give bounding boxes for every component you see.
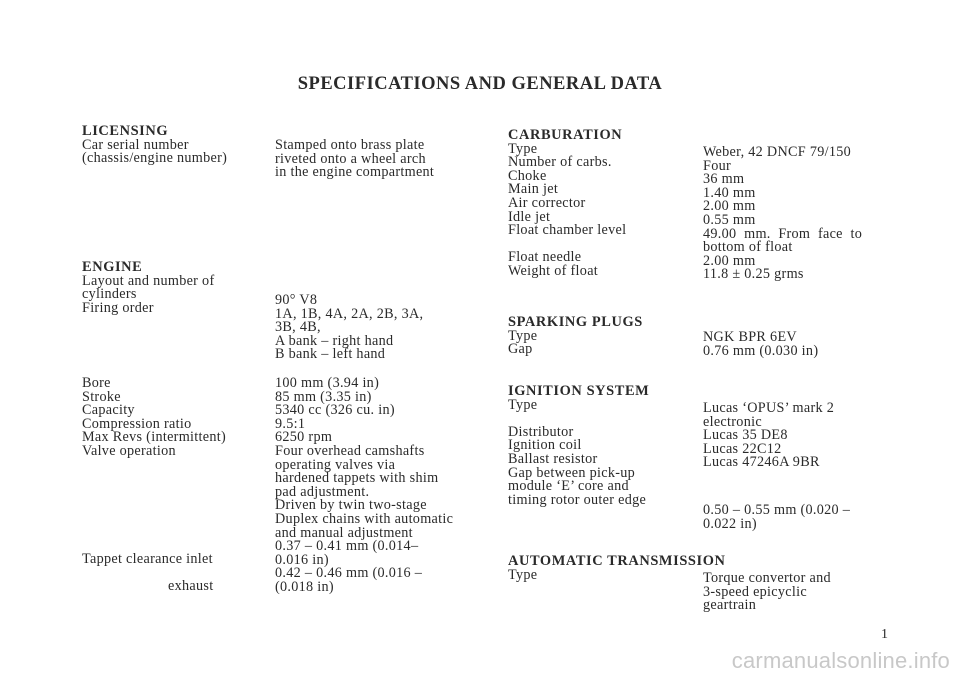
ballast-resistor-label: Ballast resistor xyxy=(508,450,598,467)
licensing-values xyxy=(275,139,475,180)
choke-value: 36 mm xyxy=(703,171,745,188)
float-weight-label: Weight of float xyxy=(508,262,599,279)
distributor-label: Distributor xyxy=(508,423,574,440)
ignition-type-label: Type xyxy=(508,396,538,413)
bore-label: Bore xyxy=(82,375,111,391)
carb-type-value: Weber, 42 DNCF 79/150 xyxy=(703,144,852,160)
serial-label-line-2: (chassis/engine number) xyxy=(82,150,228,167)
float-needle-label: Float needle xyxy=(508,249,582,266)
distributor-value: Lucas 35 DE8 xyxy=(703,427,788,444)
float-level-value-line-2: bottom of float xyxy=(703,239,793,256)
plug-type-label: Type xyxy=(508,327,538,344)
ballast-resistor-value: Lucas 47246A 9BR xyxy=(703,454,820,471)
valve-value-line-2: operating valves via xyxy=(275,456,396,473)
transmission-value-line-1: Torque convertor and xyxy=(703,570,831,586)
transmission-heading: AUTOMATIC TRANSMISSION xyxy=(508,553,726,569)
licensing-heading: LICENSING xyxy=(82,123,169,139)
valve-value-line-4: pad adjustment. xyxy=(275,483,370,500)
tappet-exhaust-value-line-2: (0.018 in) xyxy=(275,578,334,595)
carbs-count-label: Number of carbs. xyxy=(508,154,612,171)
transmission-value-line-2: 3-speed epicyclic xyxy=(703,583,807,600)
layout-value: 90° V8 xyxy=(275,292,318,308)
float-level-value-line-1: 49.00 mm. From face to xyxy=(703,225,863,242)
tappet-exhaust-value-line-1: 0.42 – 0.46 mm (0.016 – xyxy=(275,565,423,582)
valve-value-line-6: Duplex chains with automatic xyxy=(275,510,454,527)
plug-type-value: NGK BPR 6EV xyxy=(703,329,797,345)
main-jet-label: Main jet xyxy=(508,181,559,198)
engine-labels xyxy=(82,261,252,315)
bore-value: 100 mm (3.94 in) xyxy=(275,375,380,391)
ignition-type-value-line-1: Lucas ‘OPUS’ mark 2 xyxy=(703,400,835,416)
ignition-values xyxy=(703,402,903,470)
float-needle-value: 2.00 mm xyxy=(703,252,756,269)
sparking-plugs-values xyxy=(703,331,903,358)
firing-value-line-2: 3B, 4B, xyxy=(275,319,321,336)
transmission-type-label: Type xyxy=(508,566,538,583)
valve-operation-label: Valve operation xyxy=(82,442,176,459)
engine-spec-values xyxy=(275,377,475,595)
float-weight-value: 11.8 ± 0.25 grms xyxy=(703,266,804,283)
carburation-labels xyxy=(508,129,693,279)
capacity-value: 5340 cc (326 cu. in) xyxy=(275,402,395,419)
sparking-plugs-heading: SPARKING PLUGS xyxy=(508,314,643,330)
pickup-gap-value-line-2: 0.022 in) xyxy=(703,515,757,532)
serial-value-line-3: in the engine compartment xyxy=(275,164,435,181)
tappet-labels xyxy=(82,553,252,593)
page-number: 1 xyxy=(881,627,888,642)
sparking-plugs-labels xyxy=(508,316,693,357)
firing-value-line-4: B bank – left hand xyxy=(275,346,386,363)
idle-jet-label: Idle jet xyxy=(508,208,551,225)
compression-label: Compression ratio xyxy=(82,415,192,432)
engine-spec-labels xyxy=(82,377,252,459)
plug-gap-label: Gap xyxy=(508,341,533,358)
firing-value-line-1: 1A, 1B, 4A, 2A, 2B, 3A, xyxy=(275,305,424,322)
max-revs-value: 6250 rpm xyxy=(275,429,333,446)
transmission-values xyxy=(703,572,903,613)
air-corrector-value: 2.00 mm xyxy=(703,198,756,215)
idle-jet-value: 0.55 mm xyxy=(703,211,756,228)
carb-type-label: Type xyxy=(508,140,538,157)
float-level-label: Float chamber level xyxy=(508,222,627,239)
valve-value-line-3: hardened tappets with shim xyxy=(275,470,439,487)
serial-value-line-1: Stamped onto brass plate xyxy=(275,137,425,153)
firing-order-label: Firing order xyxy=(82,299,154,316)
engine-heading: ENGINE xyxy=(82,259,143,275)
layout-label-line-2: cylinders xyxy=(82,286,137,303)
layout-label-line-1: Layout and number of xyxy=(82,272,215,289)
licensing-labels xyxy=(82,125,252,166)
pickup-gap-label-line-2: module ‘E’ core and xyxy=(508,478,629,495)
stroke-label: Stroke xyxy=(82,388,121,405)
transmission-value-line-3: geartrain xyxy=(703,597,757,614)
ignition-coil-label: Ignition coil xyxy=(508,437,582,454)
compression-value: 9.5:1 xyxy=(275,415,306,432)
pickup-gap-label-line-3: timing rotor outer edge xyxy=(508,491,647,508)
valve-value-line-5: Driven by twin two-stage xyxy=(275,497,427,514)
valve-value-line-7: and manual adjustment xyxy=(275,524,413,541)
plug-gap-value: 0.76 mm (0.030 in) xyxy=(703,342,819,359)
carburation-values xyxy=(703,146,903,282)
stroke-value: 85 mm (3.35 in) xyxy=(275,388,372,405)
valve-value-line-1: Four overhead camshafts xyxy=(275,442,425,459)
tappet-inlet-value-line-1: 0.37 – 0.41 mm (0.014– xyxy=(275,538,419,555)
choke-label: Choke xyxy=(508,167,547,184)
main-jet-value: 1.40 mm xyxy=(703,184,756,201)
ignition-heading: IGNITION SYSTEM xyxy=(508,383,650,399)
pickup-gap-value-line-1: 0.50 – 0.55 mm (0.020 – xyxy=(703,502,851,518)
page-title: SPECIFICATIONS AND GENERAL DATA xyxy=(297,74,663,94)
pickup-gap-values xyxy=(703,504,903,531)
ignition-labels xyxy=(508,385,693,507)
engine-values xyxy=(275,294,475,362)
ignition-type-value-line-2: electronic xyxy=(703,413,762,430)
ignition-coil-value: Lucas 22C12 xyxy=(703,440,782,457)
pickup-gap-label-line-1: Gap between pick-up xyxy=(508,464,636,481)
serial-label-line-1: Car serial number xyxy=(82,136,189,153)
max-revs-label: Max Revs (intermittent) xyxy=(82,429,227,446)
carbs-count-value: Four xyxy=(703,157,732,174)
tappet-exhaust-label: exhaust xyxy=(168,577,214,594)
tappet-inlet-value-line-2: 0.016 in) xyxy=(275,551,329,568)
serial-value-line-2: riveted onto a wheel arch xyxy=(275,150,426,167)
capacity-label: Capacity xyxy=(82,402,135,419)
carburation-heading: CARBURATION xyxy=(508,127,623,143)
air-corrector-label: Air corrector xyxy=(508,194,586,211)
firing-value-line-3: A bank – right hand xyxy=(275,332,394,349)
tappet-inlet-label: Tappet clearance inlet xyxy=(82,551,213,567)
site-watermark: carmanualsonline.info xyxy=(731,648,950,673)
